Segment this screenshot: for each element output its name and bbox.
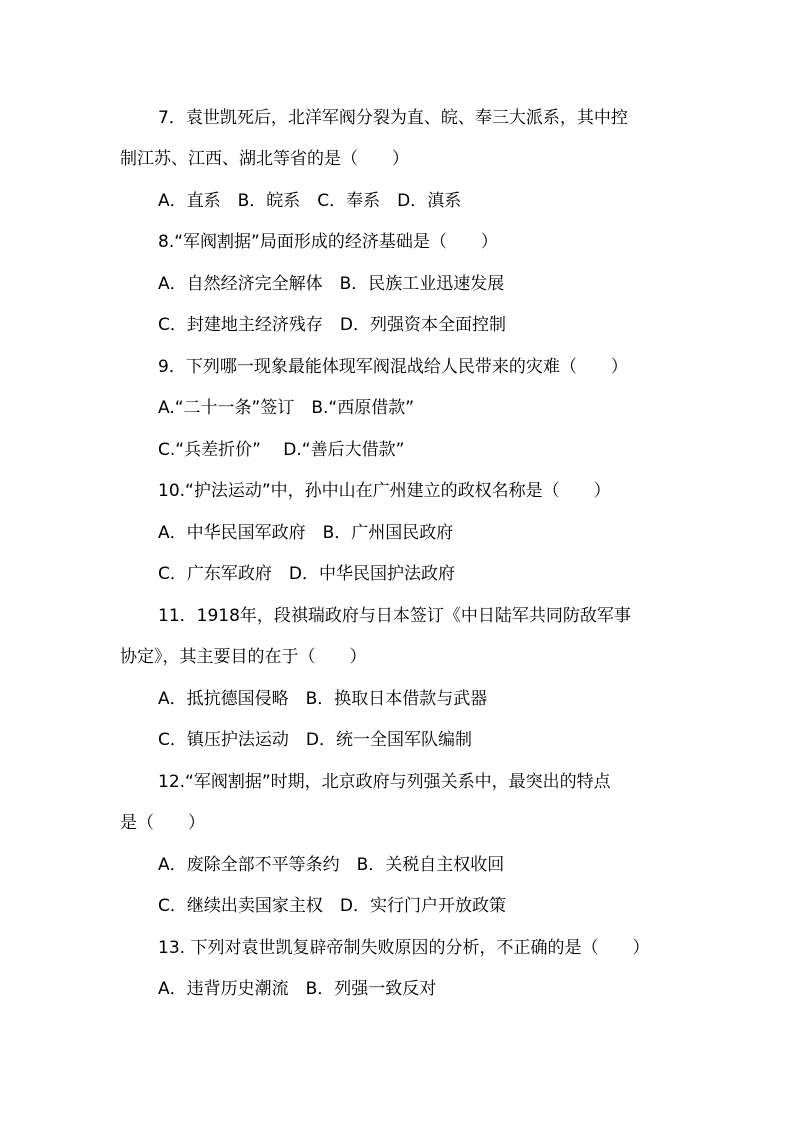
question-8-options-cd: C．封建地主经济残存 D．列强资本全面控制	[158, 315, 506, 335]
question-9-options-ab: A.“二十一条”签订 B.“西原借款”	[158, 398, 415, 418]
question-12-stem-cont: 是（ ）	[120, 813, 205, 833]
question-10-stem: 10.“护法运动”中，孙中山在广州建立的政权名称是（ ）	[158, 481, 611, 501]
question-12-stem: 12.“军阀割据”时期，北京政府与列强关系中，最突出的特点	[158, 772, 611, 792]
question-12-options-ab: A．废除全部不平等条约 B．关税自主权收回	[158, 855, 505, 875]
question-11-stem-cont: 协定》，其主要目的在于（ ）	[120, 647, 367, 667]
question-12-options-cd: C．继续出卖国家主权 D．实行门户开放政策	[158, 896, 506, 916]
question-9-options-cd: C.“兵差折价” D.“善后大借款”	[158, 440, 405, 460]
question-11-stem: 11．1918年，段祺瑞政府与日本签订《中日陆军共同防敌军事	[158, 606, 631, 626]
question-9-stem: 9．下列哪一现象最能体现军阀混战给人民带来的灾难（ ）	[158, 357, 628, 377]
question-7-options: A．直系 B．皖系 C．奉系 D．滇系	[158, 191, 462, 211]
question-11-options-ab: A．抵抗德国侵略 B．换取日本借款与武器	[158, 689, 488, 709]
question-7-stem: 7．袁世凯死后，北洋军阀分裂为直、皖、奉三大派系，其中控	[158, 108, 628, 128]
question-13-options-ab: A．违背历史潮流 B．列强一致反对	[158, 979, 437, 999]
question-8-stem: 8.“军阀割据”局面形成的经济基础是（ ）	[158, 232, 498, 252]
question-11-options-cd: C．镇压护法运动 D．统一全国军队编制	[158, 730, 472, 750]
question-10-options-cd: C．广东军政府 D．中华民国护法政府	[158, 564, 455, 584]
question-10-options-ab: A．中华民国军政府 B．广州国民政府	[158, 523, 454, 543]
question-8-options-ab: A．自然经济完全解体 B．民族工业迅速发展	[158, 274, 505, 294]
question-13-stem: 13. 下列对袁世凯复辟帝制失败原因的分析，不正确的是（ ）	[158, 938, 650, 958]
question-7-stem-cont: 制江苏、江西、湖北等省的是（ ）	[120, 149, 409, 169]
